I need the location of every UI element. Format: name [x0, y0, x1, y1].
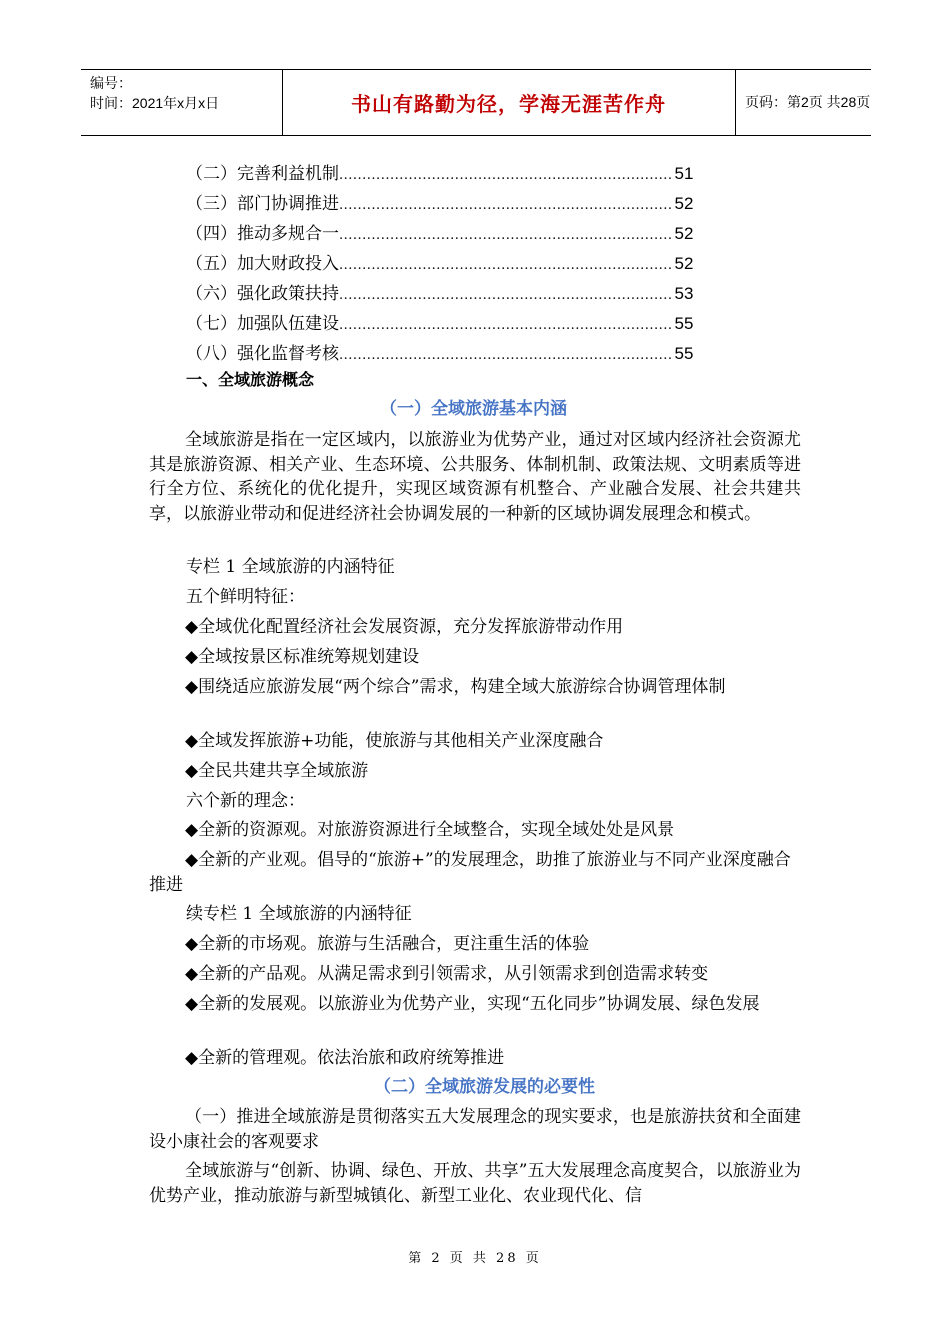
subsection-title: （二）全域旅游发展的必要性: [374, 1077, 595, 1097]
toc-page: 52: [674, 224, 694, 243]
list-item: ◆全域按景区标准统筹规划建设: [185, 647, 420, 667]
toc-entry[interactable]: [186, 279, 694, 305]
toc-label: （二）完善利益机制: [186, 164, 339, 184]
header-meta-cell: [81, 70, 283, 135]
motto: 书山有路勤为径，学海无涯苦作舟: [351, 92, 666, 116]
header-page-cell: [735, 70, 871, 135]
list-item: ◆全新的发展观。以旅游业为优势产业，实现“五化同步”协调发展、绿色发展: [185, 994, 760, 1014]
toc-page: 52: [674, 254, 694, 273]
toc-label: （五）加大财政投入: [186, 254, 339, 274]
paragraph: 全域旅游与“创新、协调、绿色、开放、共享”五大发展理念高度契合，以旅游业为优势产业，推动旅游与新型城镇化、新型工业化、农业现代化、信: [149, 1161, 801, 1206]
box-title: 专栏 1 全域旅游的内涵特征: [186, 557, 395, 577]
list-item: ◆全新的资源观。对旅游资源进行全域整合，实现全域处处是风景: [185, 820, 675, 840]
list-heading: 六个新的理念：: [186, 791, 305, 811]
toc-label: （三）部门协调推进: [186, 194, 339, 214]
box-title: 续专栏 1 全域旅游的内涵特征: [186, 904, 412, 924]
time-label: 时间：2021年x月x日: [90, 95, 220, 111]
serial-label: 编号：: [90, 75, 132, 91]
toc-label: （六）强化政策扶持: [186, 284, 339, 304]
toc-entry[interactable]: [186, 309, 694, 335]
toc-leader: ........................................................................: [339, 258, 673, 273]
header-motto-cell: [282, 70, 736, 135]
toc-leader: ........................................................................: [339, 198, 673, 213]
toc-label: （八）强化监督考核: [186, 344, 339, 364]
list-item: ◆全域发挥旅游+功能，使旅游与其他相关产业深度融合: [185, 731, 604, 751]
page-footer: 第 2 页 共 28 页: [408, 1251, 542, 1266]
page-info: 页码：第2页 共28页: [745, 94, 871, 110]
list-heading: 五个鲜明特征：: [186, 587, 305, 607]
list-item: ◆全新的市场观。旅游与生活融合，更注重生活的体验: [185, 934, 590, 954]
list-item: ◆全新的产品观。从满足需求到引领需求，从引领需求到创造需求转变: [185, 964, 709, 984]
toc-leader: ........................................................................: [339, 168, 673, 183]
toc-entry[interactable]: [186, 249, 694, 275]
toc-entry[interactable]: [186, 339, 694, 365]
toc-label: （四）推动多规合一: [186, 224, 339, 244]
toc-leader: ........................................................................: [339, 348, 673, 363]
toc-page: 55: [674, 314, 694, 333]
page-header: [81, 69, 871, 136]
list-item: ◆全新的产业观。倡导的“旅游+”的发展理念，助推了旅游业与不同产业深度融合推进: [149, 850, 791, 895]
toc-leader: ........................................................................: [339, 288, 673, 303]
toc-entry[interactable]: [186, 189, 694, 215]
toc-leader: ........................................................................: [339, 318, 673, 333]
toc-leader: ........................................................................: [339, 228, 673, 243]
list-item: ◆全民共建共享全域旅游: [185, 761, 369, 781]
toc-label: （七）加强队伍建设: [186, 314, 339, 334]
subsection-title: （一）全域旅游基本内涵: [380, 399, 567, 419]
list-item: ◆全新的管理观。依法治旅和政府统筹推进: [185, 1048, 505, 1068]
paragraph: 全域旅游是指在一定区域内，以旅游业为优势产业，通过对区域内经济社会资源尤其是旅游资源、相关产业、生态环境、公共服务、体制机制、政策法规、文明素质等进行全方位、系统化的优化提升，实现区域资源有机整合、产业融合发展、社会共建共享，以旅游业带动和促进经济社会协调发展的一种新的区域协调发展理念和模式。: [149, 430, 801, 524]
paragraph: （一）推进全域旅游是贯彻落实五大发展理念的现实要求，也是旅游扶贫和全面建设小康社会的客观要求: [149, 1107, 801, 1152]
toc-page: 53: [674, 284, 694, 303]
toc-page: 51: [674, 164, 694, 183]
list-item: ◆围绕适应旅游发展“两个综合”需求，构建全域大旅游综合协调管理体制: [185, 677, 726, 697]
section-title: 一、全域旅游概念: [186, 370, 315, 389]
toc-page: 55: [674, 344, 694, 363]
toc-entry[interactable]: [186, 159, 694, 185]
toc-entry[interactable]: [186, 219, 694, 245]
toc-page: 52: [674, 194, 694, 213]
list-item: ◆全域优化配置经济社会发展资源，充分发挥旅游带动作用: [185, 617, 624, 637]
